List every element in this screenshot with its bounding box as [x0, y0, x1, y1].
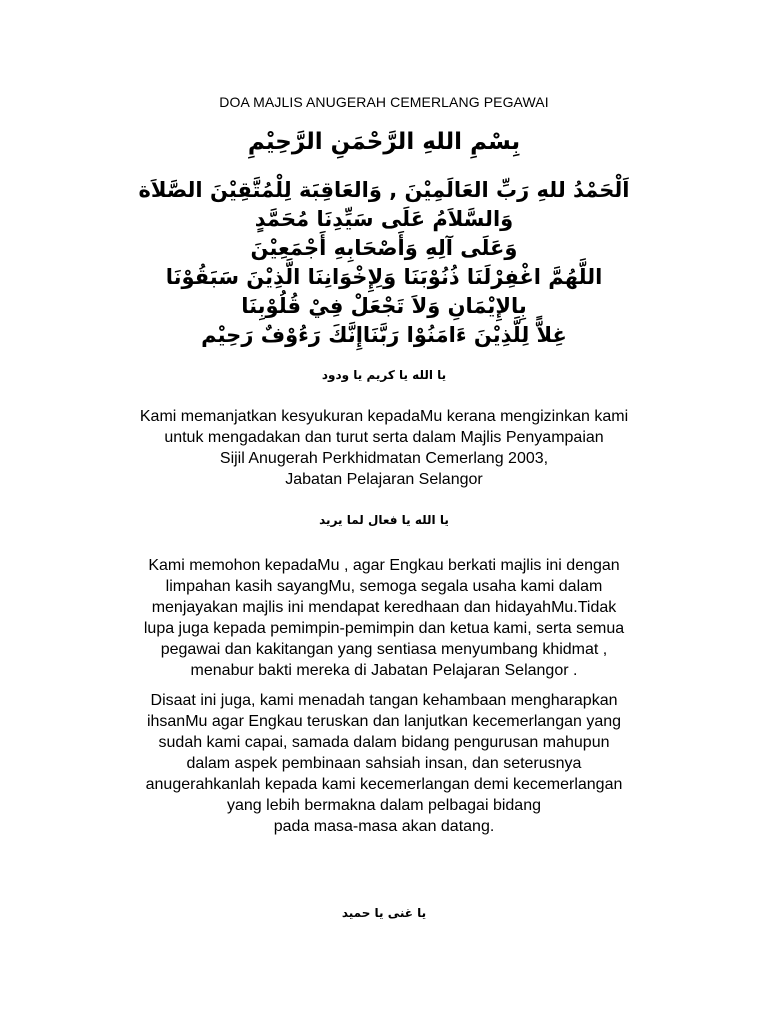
invocation-heading: يا الله يا كريم يا ودود	[321, 368, 447, 382]
paragraph-line: Disaat ini juga, kami menadah tangan kehambaan mengharapkan	[150, 692, 618, 709]
arabic-line: بِالإِيْمَانِ وَلاَ تَجْعَلْ فِيْ قُلُوْبِنَا	[241, 294, 527, 318]
arabic-line: غِلاًّ لِلَّذِيْنَ ءَامَنُوْا رَبَّنَاإِنَّكَ رَءُوْفٌ رَحِيْم	[201, 323, 567, 347]
paragraph-line: menjayakan majlis ini mendapat keredhaan dan hidayahMu.Tidak	[151, 599, 617, 616]
paragraph-line: untuk mengadakan dan turut serta dalam Majlis Penyampaian	[164, 429, 604, 446]
paragraph-line: menabur bakti mereka di Jabatan Pelajaran Selangor .	[190, 662, 578, 679]
paragraph-hope	[60, 690, 708, 837]
basmala: بِسْمِ اللهِ الرَّحْمَنِ الرَّحِيْمِ	[247, 129, 521, 155]
document-title: DOA MAJLIS ANUGERAH CEMERLANG PEGAWAI	[219, 94, 549, 110]
paragraph-line: limpahan kasih sayangMu, semoga segala usaha kami dalam	[165, 578, 603, 595]
paragraph-line: lupa juga kepada pemimpin-pemimpin dan ketua kami, serta semua	[143, 620, 625, 637]
arabic-line: اللَّهُمَّ اغْفِرْلَنَا ذُنُوْبَنَا وَلِإِخْوَانِنَا الَّذِيْنَ سَبَقُوْنَا	[165, 265, 603, 289]
paragraph-line: dalam aspek pembinaan sahsiah insan, dan seterusnya	[186, 755, 582, 772]
paragraph-line: Kami memanjatkan kesyukuran kepadaMu kerana mengizinkan kami	[139, 408, 629, 425]
paragraph-line: pada masa-masa akan datang.	[273, 818, 495, 835]
arabic-line: وَعَلَى آلِهِ وَأَصْحَابِهِ أَجْمَعِيْنَ	[250, 236, 518, 260]
paragraph-line: pegawai dan kakitangan yang sentiasa menyumbang khidmat ,	[160, 641, 608, 658]
paragraph-line: yang lebih bermakna dalam pelbagai bidang	[227, 797, 541, 814]
paragraph-line: Kami memohon kepadaMu , agar Engkau berkati majlis ini dengan	[148, 557, 620, 574]
paragraph-plea	[60, 555, 708, 681]
invocation-heading: يا غنى يا حميد	[341, 906, 427, 920]
invocation-heading: يا الله يا فعال لما يريد	[319, 513, 449, 527]
paragraph-line: anugerahkanlah kepada kami kecemerlangan demi kecemerlangan	[145, 776, 623, 793]
arabic-line: وَالسَّلاَمُ عَلَى سَيِّدِنَا مُحَمَّدٍ	[254, 207, 514, 231]
paragraph-line: Sijil Anugerah Perkhidmatan Cemerlang 2003,	[219, 450, 549, 467]
paragraph-gratitude	[60, 406, 708, 490]
arabic-prayer	[100, 176, 668, 350]
paragraph-line: sudah kami capai, samada dalam bidang pengurusan mahupun	[158, 734, 610, 751]
arabic-line: اَلْحَمْدُ للهِ رَبِّ العَالَمِيْنَ , وَالعَاقِبَة لِلْمُتَّقِيْنَ الصَّلاَة	[138, 178, 630, 202]
paragraph-line: Jabatan Pelajaran Selangor	[285, 471, 483, 488]
paragraph-line: ihsanMu agar Engkau teruskan dan lanjutkan kecemerlangan yang	[146, 713, 622, 730]
